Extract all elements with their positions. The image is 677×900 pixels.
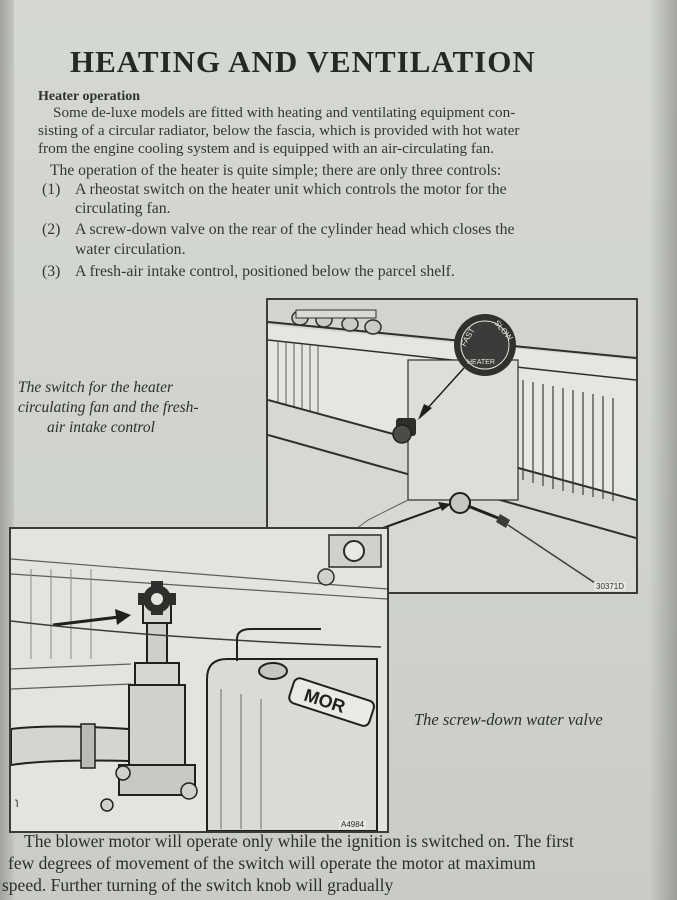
svg-text:ɿ: ɿ — [15, 797, 19, 808]
intro-line-2: sisting of a circular radiator, below the fascia, which is provided with hot water — [38, 122, 520, 139]
knob-label-fast: FAST — [458, 326, 477, 348]
figure2-caption: The screw-down water valve — [414, 710, 603, 729]
knob-label-slow: SLOW — [492, 318, 515, 343]
intro-line-3: from the engine cooling system and is equipped with an air-circulating fan. — [38, 140, 495, 157]
engine-badge-text: MOR — [301, 684, 348, 717]
control-3-number: (3) — [42, 263, 61, 280]
figure1-caption-line-3: air intake control — [47, 419, 155, 436]
control-2-text: A screw-down valve on the rear of the cylinder head which closes the — [75, 221, 515, 238]
water-valve-figure — [9, 527, 389, 833]
bottom-line-2: few degrees of movement of the switch will operate the motor at maximum — [8, 853, 536, 873]
bottom-line-1: The blower motor will operate only while the ignition is switched on. The first — [24, 831, 574, 851]
control-3-text: A fresh-air intake control, positioned below the parcel shelf. — [75, 263, 455, 280]
figure1-code: 30371D — [596, 582, 625, 591]
figure1-caption-line-2: circulating fan and the fresh- — [18, 399, 199, 416]
water-valve-illustration — [11, 529, 387, 831]
operation-line: The operation of the heater is quite simple; there are only three controls: — [50, 162, 502, 179]
bottom-line-3: speed. Further turning of the switch knob will gradually — [2, 875, 394, 895]
section-heading: Heater operation — [38, 89, 140, 104]
intro-line-1: Some de-luxe models are fitted with heating and ventilating equipment con- — [53, 104, 516, 121]
page-title: HEATING AND VENTILATION — [70, 44, 536, 79]
figure1-caption-line-1: The switch for the heater — [18, 379, 173, 396]
page-shadow-right — [649, 0, 677, 900]
control-2-number: (2) — [42, 221, 61, 238]
control-1-text: A rheostat switch on the heater unit which controls the motor for the — [75, 181, 507, 198]
control-2-text-cont: water circulation. — [75, 241, 186, 258]
control-1-number: (1) — [42, 181, 61, 198]
knob-label-heater: HEATER — [467, 359, 495, 366]
control-1-text-cont: circulating fan. — [75, 200, 171, 217]
figure2-code: A4984 — [341, 820, 365, 829]
